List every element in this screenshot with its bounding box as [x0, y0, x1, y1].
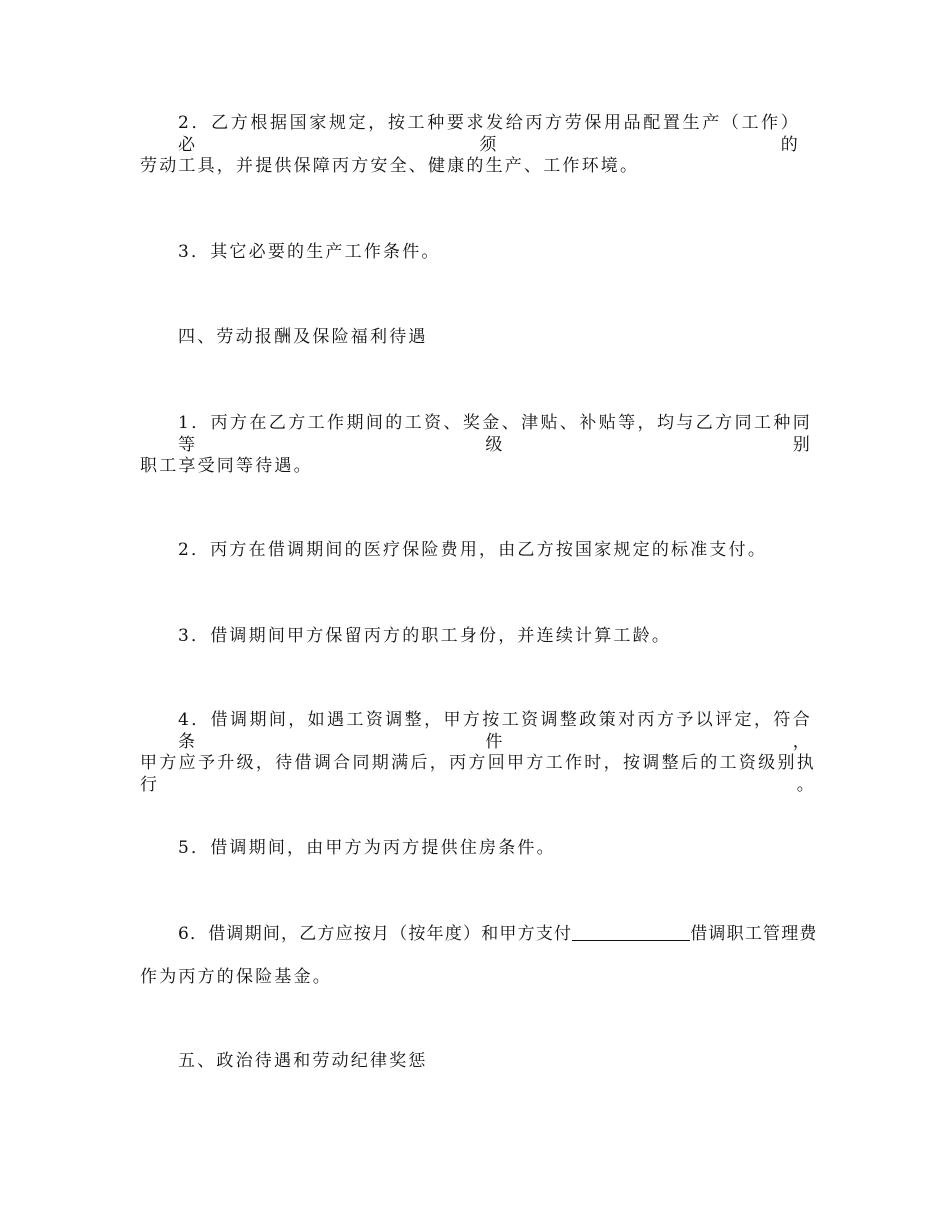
clause-3-2-line-2: 劳动工具，并提供保障丙方安全、健康的生产、工作环境。: [140, 156, 640, 176]
clause-4-2: 2．丙方在借调期间的医疗保险费用，由乙方按国家规定的标准支付。: [178, 540, 768, 560]
fill-in-blank[interactable]: [572, 924, 690, 941]
clause-4-4-line-1: 4．借调期间，如遇工资调整，甲方按工资调整政策对丙方予以评定，符合条件，: [178, 710, 812, 752]
clause-4-1-line-2: 职工享受同等待遇。: [140, 456, 313, 476]
clause-4-1-line-1: 1．丙方在乙方工作期间的工资、奖金、津贴、补贴等，均与乙方同工种同等级别: [178, 413, 812, 455]
clause-4-6-text-b: 借调职工管理费: [690, 924, 818, 944]
clause-3-2-line-1: 2．乙方根据国家规定，按工种要求发给丙方劳保用品配置生产（工作）必须的: [178, 113, 800, 155]
clause-3-3: 3．其它必要的生产工作条件。: [178, 242, 441, 262]
clause-4-3: 3．借调期间甲方保留丙方的职工身份，并连续计算工龄。: [178, 626, 672, 646]
clause-4-6-line-1: [178, 923, 818, 945]
section-heading-5: 五、政治待遇和劳动纪律奖惩: [178, 1051, 428, 1071]
clause-4-6-line-2: 作为丙方的保险基金。: [140, 967, 332, 987]
clause-4-6-text-a: 6．借调期间，乙方应按月（按年度）和甲方支付: [178, 924, 573, 944]
clause-4-5: 5．借调期间，由甲方为丙方提供住房条件。: [178, 838, 556, 858]
clause-4-4-line-2: 甲方应予升级，待借调合同期满后，丙方回甲方工作时，按调整后的工资级别执行。: [140, 753, 816, 795]
section-heading-4: 四、劳动报酬及保险福利待遇: [178, 327, 428, 347]
